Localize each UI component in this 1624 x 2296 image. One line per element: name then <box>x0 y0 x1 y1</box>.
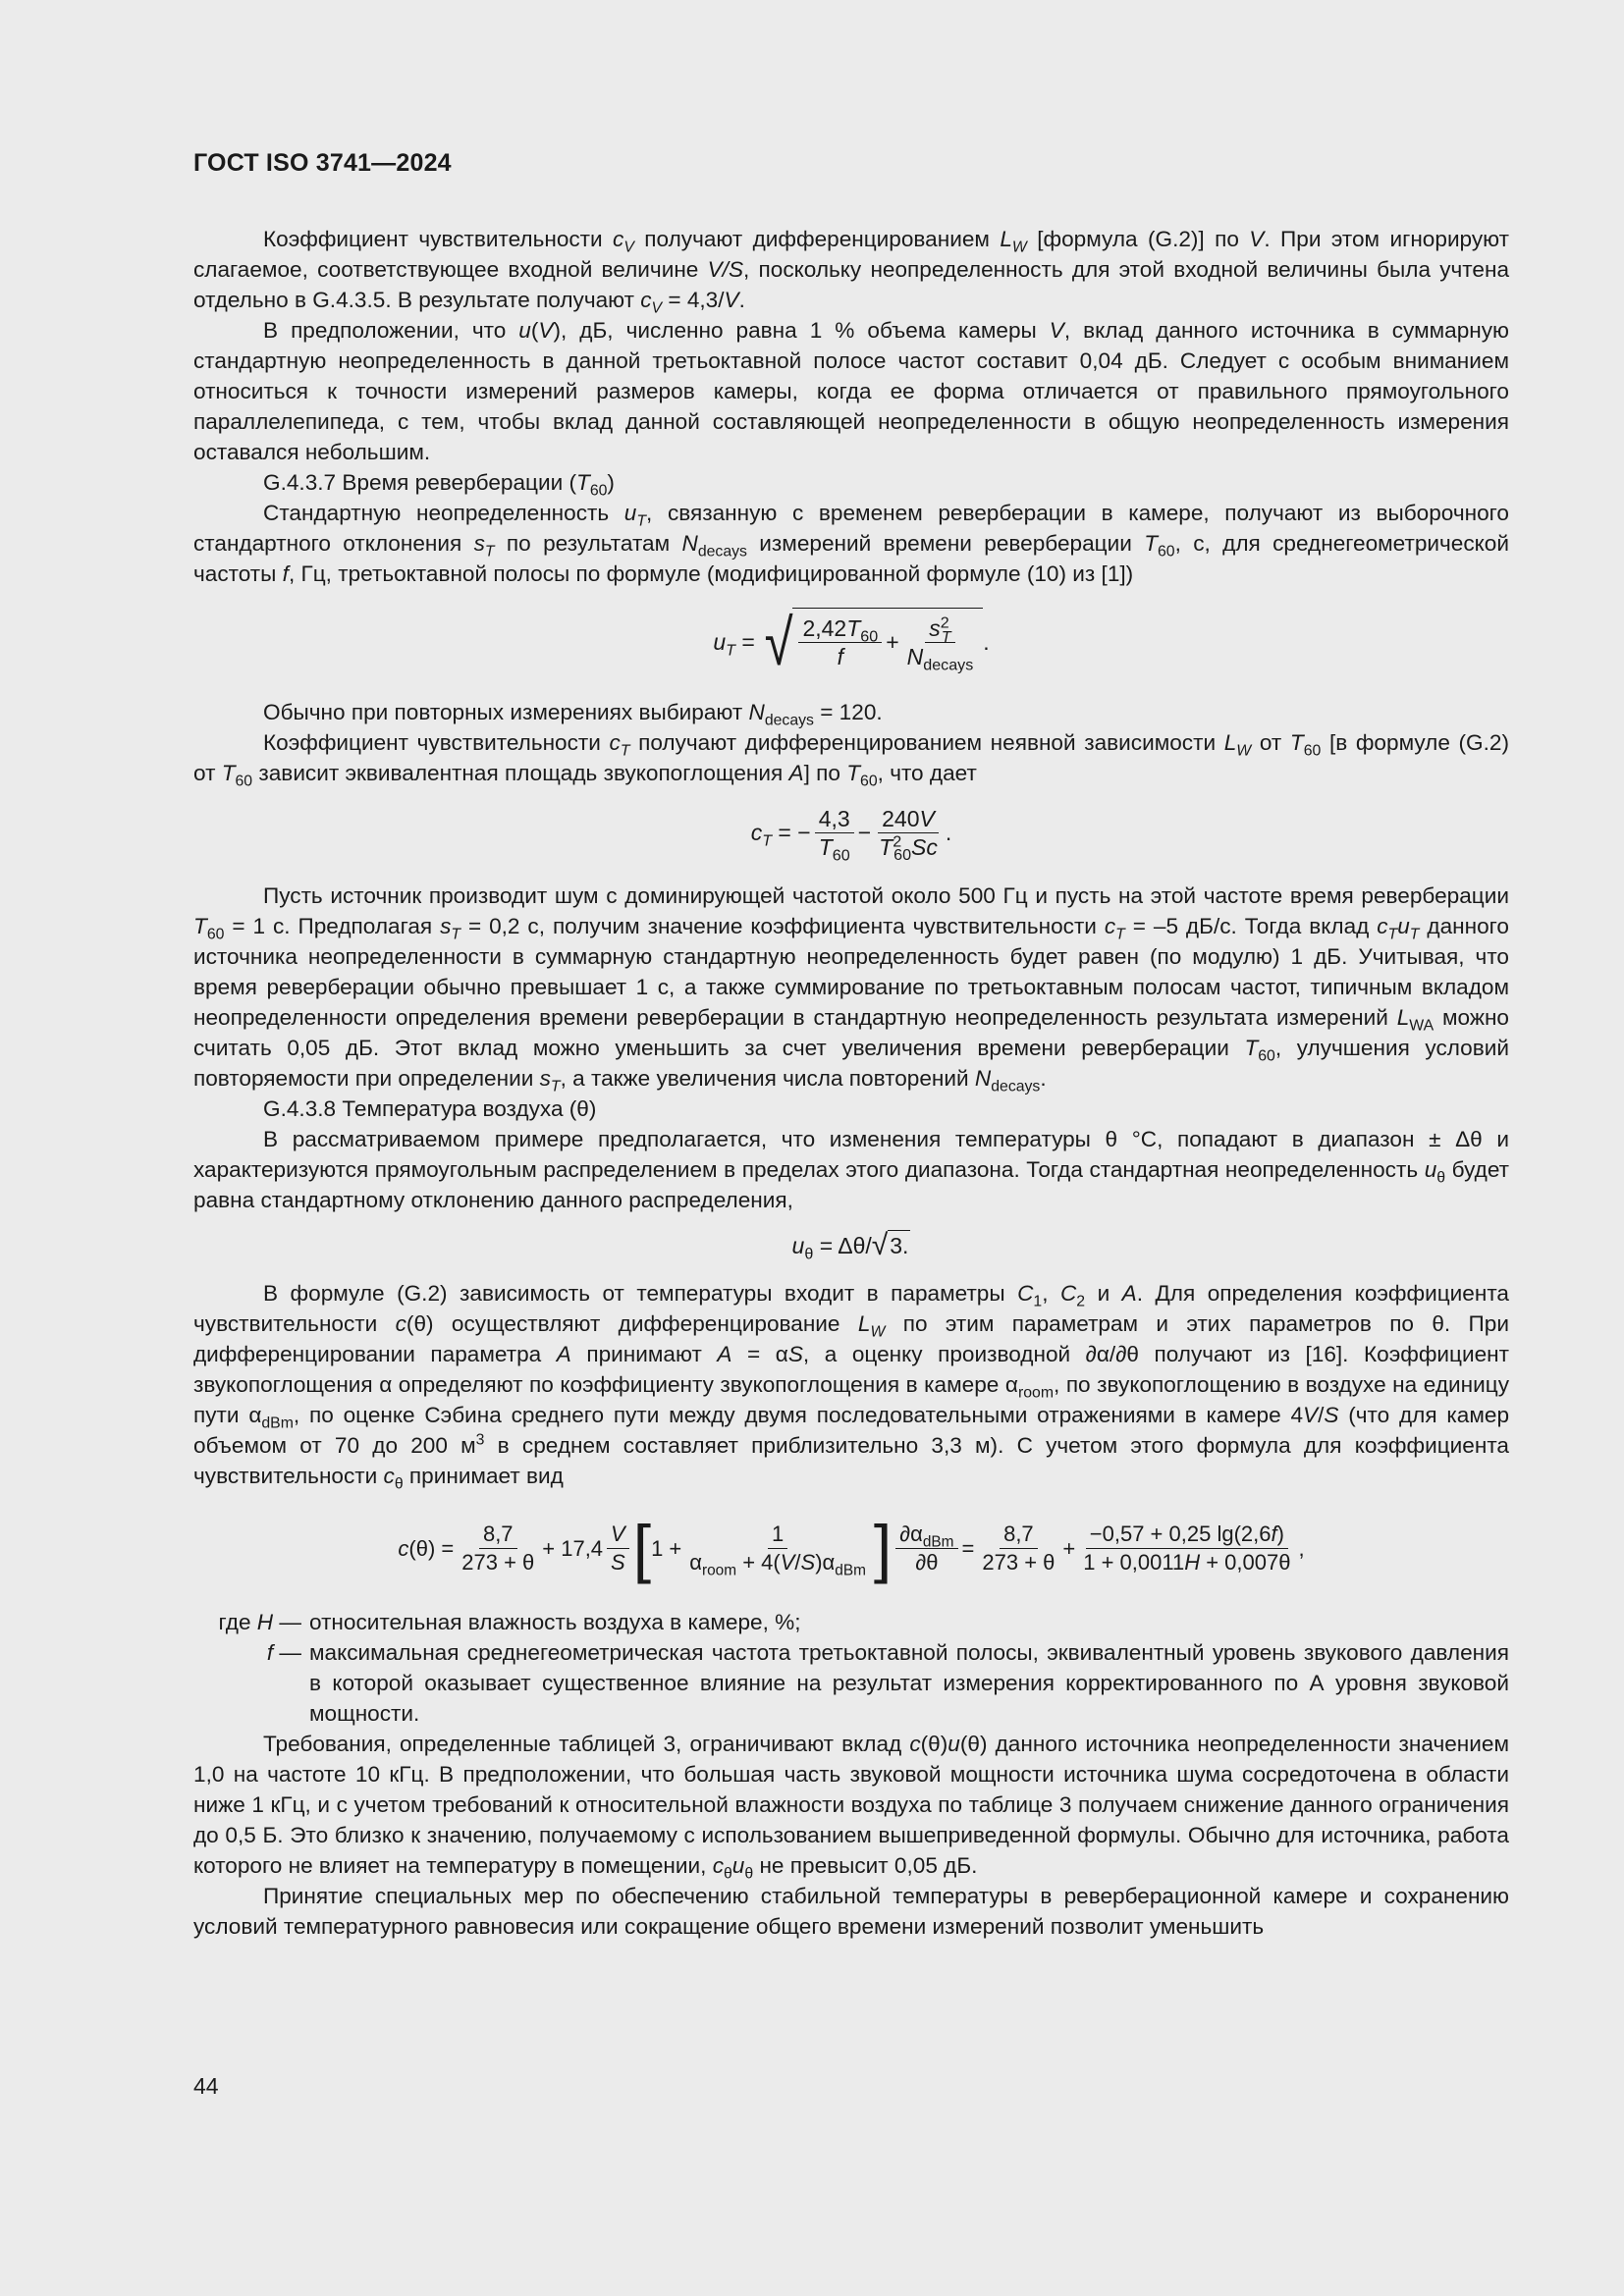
document-header: ГОСТ ISO 3741—2024 <box>193 149 452 177</box>
paragraph-reverberation-uncertainty: Стандартную неопределенность $u_T$, связанную с временем реверберации в камере, получают из выборочного стандартного отклонения $s_T$ по результатам $N_{decays}$ измерений времени реверберации $T_{60}$, с, для среднегеометрической частоты f, Гц, третьоктавной полосы по формуле (модифицированной формуле (10) из [1]) <box>193 501 1509 586</box>
formula-c-t: $c_T$ = − $\frac{4,3}{T_{60}}$ − $\frac{240V}{T^2_{60}Sc}$ . <box>750 805 952 865</box>
paragraph-example-500hz: Пусть источник производит шум с доминирующей частотой около 500 Гц и пусть на этой частоте время реверберации $T_{60} = 1$ с. Предполагая $s_T = 0,2$ с, получим значение коэффициента чувствительности $c_T = -5$ дБ/с. Тогда вклад $c_Tu_T$ данного источника неопределенности в суммарную стандартную неопределенность будет равен (по модулю) 1 дБ. Учитывая, что время реверберации обычно превышает 1 с, а также суммирование по третьоктавным полосам частот, типичным вкладом неопределенности определения времени реверберации в стандартную неопределенность результата измерений $L_{WA}$ можно считать 0,05 дБ. Этот вклад можно уменьшить за счет увеличения времени реверберации $T_{60}$, улучшения условий повторяемости при определении $s_T$, а также увеличения числа повторений $N_{decays}$. <box>193 883 1510 1095</box>
formula-u-theta: $u_\theta$ = Δθ/ √ 3. <box>791 1229 909 1263</box>
paragraph-sensitivity-cv: Коэффициент чувствительности $c_V$ получают дифференцированием $L_W$ [формула (G.2)] по V. При этом игнорируют слагаемое, соответствующее входной величине V/S, поскольку неопределенность для этой входной величины была учтена отдельно в G.4.3.5. В результате получают $c_V = 4,3/V$. <box>193 227 1510 317</box>
paragraph-special-measures: Принятие специальных мер по обеспечению стабильной температуры в реверберационной камере и сохранению условий температурного равновесия или сокращение общего времени измерений позволит уменьшить <box>193 1884 1509 1939</box>
page-number: 44 <box>193 2073 219 2099</box>
paragraph-table3-requirements: Требования, определенные таблицей 3, ограничивают вклад c(θ)u(θ) данного источника неопределенности значением 1,0 на частоте 10 кГц. В предположении, что большая часть звуковой мощности источника шума сосредоточена в области ниже 1 кГц, и с учетом требований к относительной влажности воздуха по таблице 3 получаем снижение данного ограничения до 0,5 Б. Это близко к значению, получаемому с использованием вышеприведенной формулы. Обычно для источника, работа которого не влияет на температуру в помещении, $c_\theta u_\theta$ не превысит 0,05 дБ. <box>193 1732 1509 1883</box>
formula-c-theta: c(θ) = $\frac{8,7}{273 + \theta}$ + 17,4 $\frac{V}{S}$ [ 1 + $\frac{1}{\alpha_{room} + 4(V/S)\alpha_{dBm}}$ ] $\frac{\partial\alpha_{dBm}}{\partial\theta}$ = $\frac{8,7}{273 + \theta}$ + $\frac{-0,57 + 0,25 \lg(2,6f)}{1 + 0,0011H + 0,007\theta}$ , <box>398 1512 1305 1584</box>
paragraph-uv-assumption: В предположении, что u(V), дБ, численно равна 1 % объема камеры V, вклад данного источника в суммарную стандартную неопределенность в данной третьоктавной полосе частот составит 0,04 дБ. Следует с особым вниманием относиться к точности измерений размеров камеры, когда ее форма отличается от правильного прямоугольного параллелепипеда, с тем, чтобы вклад данной составляющей неопределенности в общую неопределенность измерения оставался небольшим. <box>193 318 1509 464</box>
document-body <box>193 224 1509 1942</box>
definition-f: f — максимальная среднегеометрическая частота третьоктавной полосы, эквивалентный уровень звукового давления в которой оказывает существенное влияние на результат измерения корректированного по А уровня звуковой мощности. <box>266 1640 1509 1726</box>
paragraph-temperature-sensitivity: В формуле (G.2) зависимость от температуры входит в параметры $C_1$, $C_2$ и A. Для определения коэффициента чувствительности c(θ) осуществляют дифференцирование $L_W$ по этим параметрам и этих параметров по θ. При дифференцировании параметра A принимают A = αS, а оценку производной ∂α/∂θ получают из [16]. Коэффициент звукопоглощения α определяют по коэффициенту звукопоглощения в камере $\alpha_{room}$, по звукопоглощению в воздухе на единицу пути $\alpha_{dBm}$, по оценке Сэбина среднего пути между двумя последовательными отражениями в камере 4V/S (что для камер объемом от 70 до 200 $м^3$ в среднем составляет приблизительно 3,3 м). С учетом этого формула для коэффициента чувствительности $c_\theta$ принимает вид <box>193 1281 1510 1493</box>
paragraph-n-decays: Обычно при повторных измерениях выбирают $N_{decays} = 120$. <box>263 700 883 729</box>
paragraph-sensitivity-ct: Коэффициент чувствительности $c_T$ получают дифференцированием неявной зависимости $L_W$ от $T_{60}$ [в формуле (G.2) от $T_{60}$ зависит эквивалентная площадь звукопоглощения A] по $T_{60}$, что дает <box>193 730 1509 790</box>
definition-h: где H — относительная влажность воздуха в камере, %; <box>218 1610 801 1634</box>
paragraph-temperature-range: В рассматриваемом примере предполагается, что изменения температуры θ °C, попадают в диапазон ± Δθ и характеризуются прямоугольным распределением в пределах этого диапазона. Тогда стандартная неопределенность $u_\theta$ будет равна стандартному отклонению данного распределения, <box>193 1127 1509 1212</box>
formula-u-t: $u_T$ = √ $\frac{2,42T_{60}}{f}$ + $\frac{s^2_T}{N_{decays}}$ . <box>713 606 990 678</box>
section-heading-g438: G.4.3.8 Температура воздуха (θ) <box>263 1096 597 1121</box>
section-heading-g437: G.4.3.7 Время реверберации $(T_{60})$ <box>263 470 615 500</box>
